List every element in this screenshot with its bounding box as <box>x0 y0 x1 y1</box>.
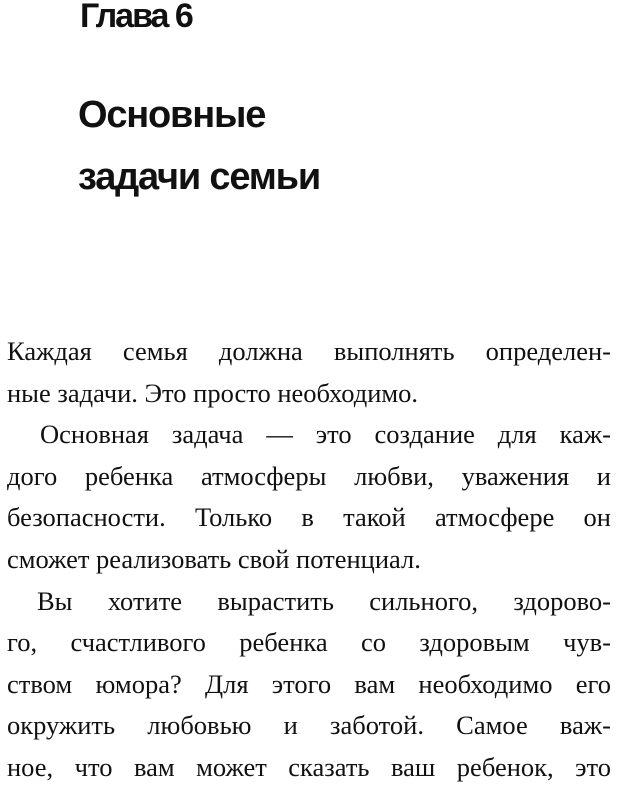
text-line: ные задачи. Это просто необходимо. <box>7 377 419 408</box>
body-text <box>7 331 611 789</box>
chapter-title-line: задачи семьи <box>78 156 321 198</box>
text-line: безопасности. Только в такой атмосфере он <box>7 502 611 533</box>
text-line: окружить любовью и заботой. Самое важ- <box>7 710 611 741</box>
chapter-label: Глава 6 <box>80 0 192 35</box>
paragraph-3 <box>7 581 611 789</box>
paragraph-2 <box>7 414 611 580</box>
chapter-title-line: Основные <box>78 94 266 136</box>
text-line: ное, что вам может сказать ваш ребенок, это <box>7 751 611 782</box>
text-line: дого ребенка атмосферы любви, уважения и <box>7 460 611 491</box>
text-line: го, счастливого ребенка со здоровым чув- <box>7 627 611 658</box>
text-line: Каждая семья должна выполнять определен- <box>7 336 611 366</box>
text-line: Вы хотите вырастить сильного, здорово- <box>37 585 611 616</box>
text-line: сможет реализовать свой потенциал. <box>7 543 421 574</box>
paragraph-1 <box>7 331 611 414</box>
text-line: ством юмора? Для этого вам необходимо его <box>7 668 611 699</box>
chapter-title <box>78 84 320 208</box>
text-line: Основная задача — это создание для каж- <box>40 419 611 450</box>
